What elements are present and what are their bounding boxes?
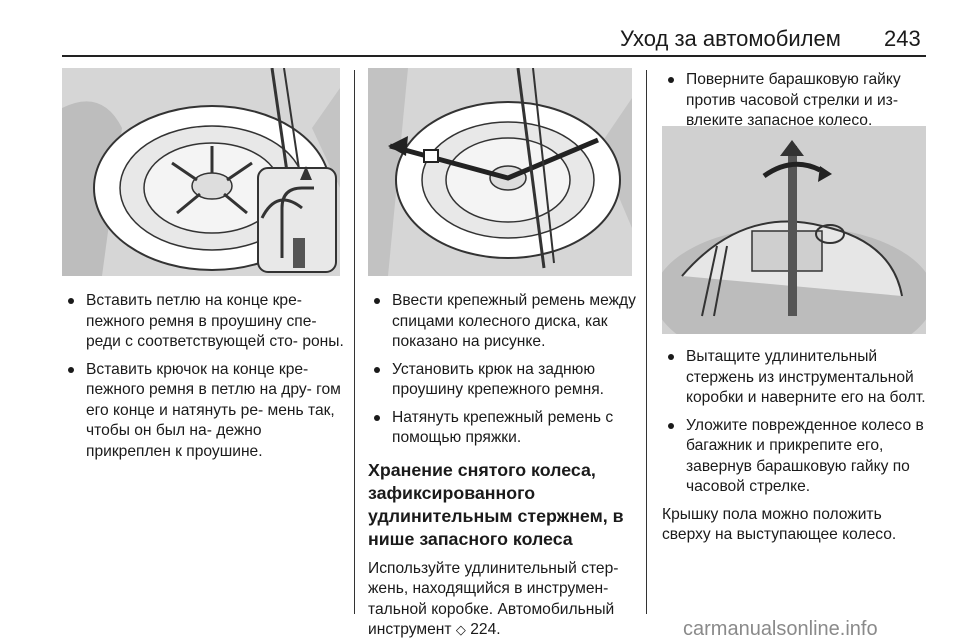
- instruction-list-col3-bottom: [662, 347, 932, 498]
- closing-paragraph: Крышку пола можно положить сверху на выступающее колесо.: [662, 505, 897, 543]
- figure-strap-between-spokes: [368, 68, 632, 276]
- section-paragraph: [368, 559, 638, 641]
- list-item: Поверните барашковую гайку против часовой стрелки и из- влеките запасное колесо.: [662, 70, 932, 132]
- list-item: Вставить крючок на конце кре- пежного ремня в петлю на дру- гом его конце и натянуть ре- мень так, чтобы он был на- дежно прикреплен к проушине.: [62, 360, 346, 463]
- figure-spare-wheel-strap-loop: [62, 68, 340, 276]
- illustration-wing-nut: [662, 126, 926, 334]
- section-heading: Хранение снятого колеса, зафиксированного удлинительным стержнем, в нише запасного колеса: [368, 459, 624, 549]
- column-divider-right: [646, 70, 647, 614]
- column-3-top: [662, 70, 932, 139]
- instruction-list-col3-top: [662, 70, 932, 132]
- list-item: Ввести крепежный ремень между спицами колесного диска, как показано на рисунке.: [368, 291, 638, 353]
- column-divider-left: [354, 70, 355, 614]
- instruction-list-col2: [368, 291, 638, 449]
- list-item: Вытащите удлинительный стержень из инструментальной коробки и наверните его на болт.: [662, 347, 932, 409]
- reference-arrow-icon: ◇: [455, 622, 466, 637]
- list-item: Установить крюк на заднюю проушину крепежного ремня.: [368, 360, 638, 401]
- header-rule: [62, 55, 926, 57]
- list-item: Вставить петлю на конце кре- пежного ремня в проушину спе- реди с соответствующей сто- роны.: [62, 291, 346, 353]
- figure-wing-nut-removal: [662, 126, 926, 334]
- illustration-wheel-strap: [368, 68, 632, 276]
- column-2: [368, 291, 638, 641]
- page-reference-link[interactable]: 224.: [470, 621, 501, 638]
- list-item: Натянуть крепежный ремень с помощью пряжки.: [368, 408, 638, 449]
- instruction-list-col1: [62, 291, 346, 462]
- list-item: Уложите поврежденное колесо в багажник и прикрепите его, завернув барашковую гайку по часовой стрелке.: [662, 416, 932, 498]
- page-number: 243: [884, 26, 921, 51]
- paragraph-text: Используйте удлинительный стер- жень, находящийся в инструмен- тальной коробке. Автомобильный инструмент: [368, 559, 619, 638]
- illustration-wheel-loop: [62, 68, 340, 276]
- column-1: [62, 291, 346, 469]
- watermark-text: carmanualsonline.info: [683, 618, 878, 640]
- column-3-bottom: [662, 347, 932, 546]
- page-header-title: Уход за автомобилем: [620, 26, 841, 51]
